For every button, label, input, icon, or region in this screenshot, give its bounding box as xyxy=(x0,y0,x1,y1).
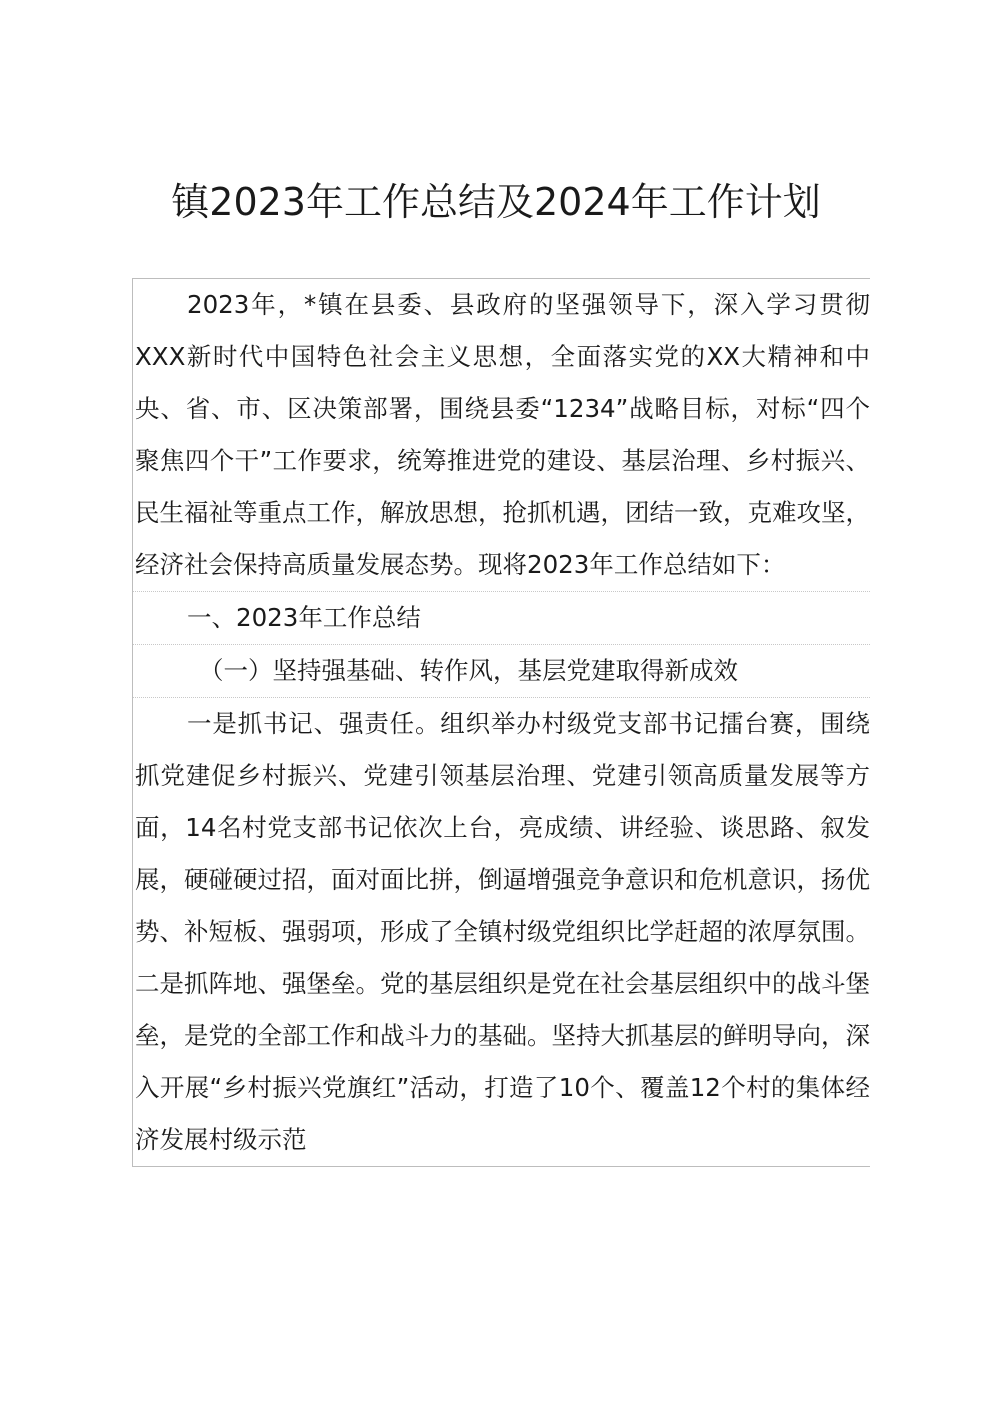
document-body xyxy=(132,278,870,1167)
body-paragraph: 一是抓书记、强责任。组织举办村级党支部书记擂台赛，围绕抓党建促乡村振兴、党建引领基层治理、党建引领高质量发展等方面，14名村党支部书记依次上台，亮成绩、讲经验、谈思路、叙发展，硬碰硬过招，面对面比拼，倒逼增强竞争意识和危机意识，扬优势、补短板、强弱项，形成了全镇村级党组织比学赶超的浓厚氛围。二是抓阵地、强堡垒。党的基层组织是党在社会基层组织中的战斗堡垒，是党的全部工作和战斗力的基础。坚持大抓基层的鲜明导向，深入开展“乡村振兴党旗红”活动，打造了10个、覆盖12个村的集体经济发展村级示范 xyxy=(135,709,870,1154)
section-heading: 一、2023年工作总结 xyxy=(133,592,870,645)
page-title: 镇2023年工作总结及2024年工作计划 xyxy=(171,180,821,224)
intro-paragraph: 2023年，*镇在县委、县政府的坚强领导下，深入学习贯彻XXX新时代中国特色社会主义思想，全面落实党的XX大精神和中央、省、市、区决策部署，围绕县委“1234”战略目标，对标“四个聚焦四个干”工作要求，统筹推进党的建设、基层治理、乡村振兴、民生福祉等重点工作，解放思想，抢抓机遇，团结一致，克难攻坚，经济社会保持高质量发展态势。现将2023年工作总结如下： xyxy=(133,279,870,592)
subsection-heading: （一）坚持强基础、转作风，基层党建取得新成效 xyxy=(133,645,870,698)
